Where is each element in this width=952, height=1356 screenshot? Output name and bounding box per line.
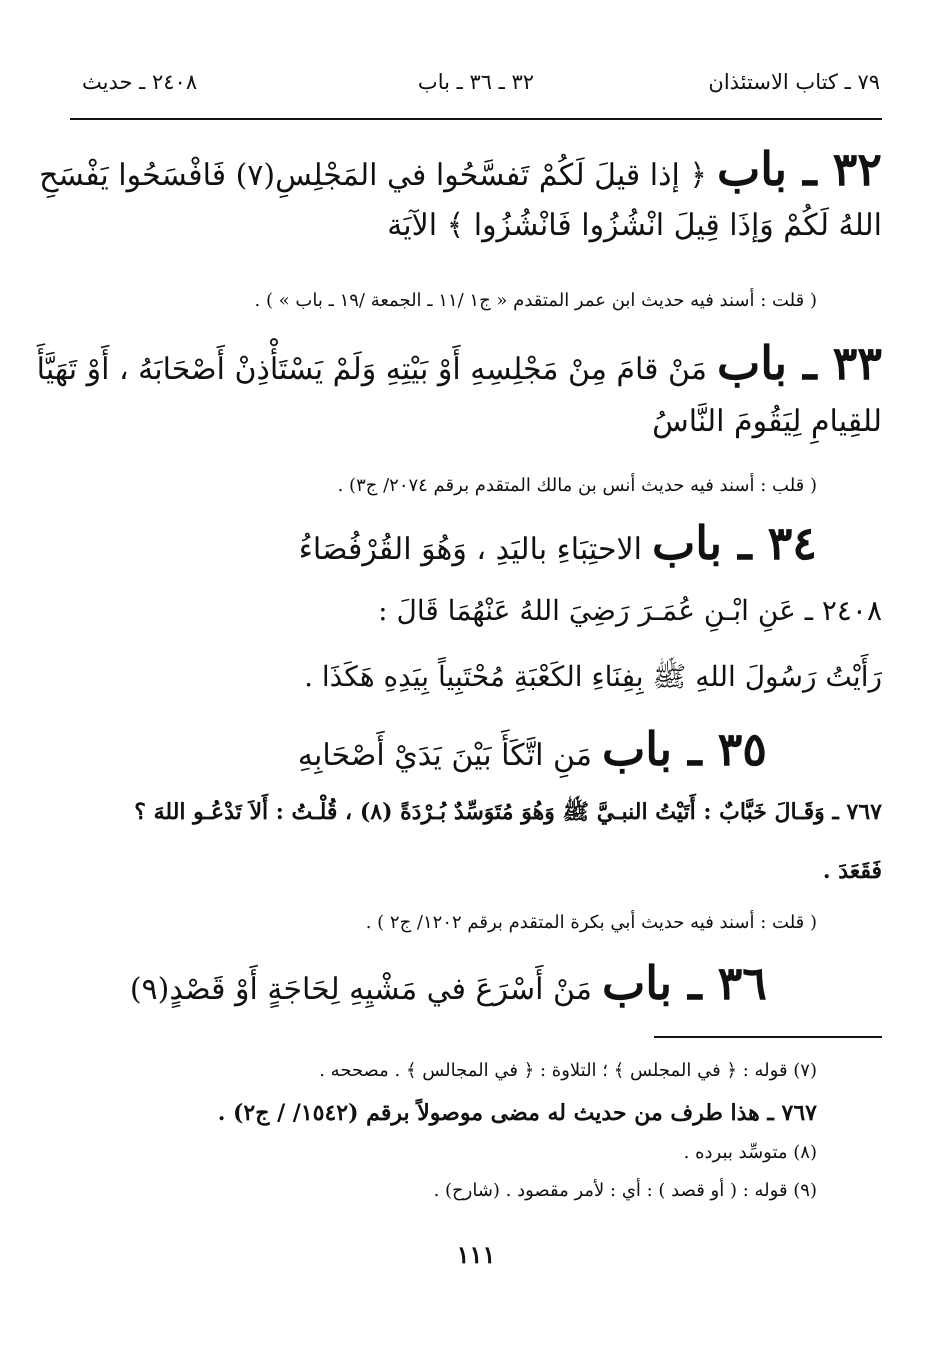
bab-36-heading: ٣٦ ـ باب — [601, 956, 767, 1010]
header-hadith-number: ٢٤٠٨ ـ حديث — [82, 70, 198, 94]
bab-33-title: مَنْ قامَ مِنْ مَجْلِسِهِ أَوْ بَيْتِهِ وَلَمْ يَسْتَأْذِنْ أَصْحَابَهُ ، أَوْ تَهَيَّأَ — [36, 352, 707, 387]
bab-33-line-1 — [36, 336, 882, 390]
bab-32-heading: ٣٢ ـ باب — [716, 142, 882, 196]
bab-32-note: ( قلت : أسند فيه حديث ابن عمر المتقدم « ج١ /١١ ـ الجمعة /١٩ ـ باب » ) . — [254, 290, 817, 311]
page-number: ١١١ — [456, 1240, 496, 1269]
bab-35-title: مَنِ اتَّكَأَ بَيْنَ يَدَيْ أَصْحَابِهِ — [297, 738, 592, 773]
hadith-2408-line-1: ٢٤٠٨ ـ عَنِ ابْـنِ عُمَـرَ رَضِيَ اللهُ عَنْهُمَا قَالَ : — [378, 594, 882, 627]
bab-33-note: ( قلب : أسند فيه حديث أنس بن مالك المتقدم برقم ٢٠٧٤/ ج٣) . — [337, 475, 817, 496]
footnote-767: ٧٦٧ ـ هذا طرف من حديث له مضى موصولاً برقم (١٥٤٢/ / ج٢) . — [217, 1100, 817, 1126]
footnote-rule — [654, 1036, 882, 1038]
footnote-7: (٧) قوله : ﴿ في المجلس ﴾ ؛ التلاوة : ﴿ في المجالس ﴾ . مصححه . — [319, 1060, 817, 1081]
bab-36-line — [67, 956, 767, 1010]
bab-33-heading: ٣٣ ـ باب — [716, 336, 882, 390]
bab-34-title: الاحتِبَاءِ باليَدِ ، وَهُوَ القُرْفُصَاءُ — [298, 532, 642, 567]
hadith-767-line-1: ٧٦٧ ـ وَقَـالَ خَبَّابٌ : أَتَيْتُ النبـيَّ ﷺ وَهُوَ مُتَوَسِّدٌ بُـرْدَةً (٨) ، قُلْـتُ : أَلاَ تَدْعُـو اللهَ ؟ — [134, 799, 882, 825]
bab-32-title: ﴿ إذا قيلَ لَكُمْ تَفسَّحُوا في المَجْلِسِ(٧) فَافْسَحُوا يَفْسَحِ — [39, 158, 707, 193]
footnote-9: (٩) قوله : ( أو قصد ) : أي : لأمر مقصود . (شارح) . — [433, 1180, 817, 1201]
bab-33-line-2: للقِيامِ لِيَقُومَ النَّاسُ — [652, 404, 882, 439]
bab-35-note: ( قلت : أسند فيه حديث أبي بكرة المتقدم برقم ١٢٠٢/ ج٢ ) . — [365, 912, 817, 933]
header-book-title: ٧٩ ـ كتاب الاستئذان — [708, 70, 880, 94]
header-rule — [70, 118, 882, 120]
bab-34-heading: ٣٤ ـ باب — [651, 516, 817, 570]
hadith-767-line-2: فَقَعَدَ . — [822, 858, 882, 884]
bab-34-line — [57, 516, 817, 570]
hadith-2408-line-2: رَأَيْتُ رَسُولَ اللهِ ﷺ بِفِنَاءِ الكَعْبَةِ مُحْتَبِياً بِيَدِهِ هَكَذَا . — [304, 660, 882, 693]
bab-35-heading: ٣٥ ـ باب — [601, 722, 767, 776]
footnote-8: (٨) متوسِّد ببرده . — [683, 1142, 817, 1163]
header-chapter-range: ٣٢ ـ ٣٦ ـ باب — [417, 70, 535, 94]
bab-32-line-2: اللهُ لَكُمْ وَإذَا قِيلَ انْشُزُوا فَانْشُزُوا ﴾ الآيَة — [387, 208, 882, 243]
bab-32-line-1 — [39, 142, 882, 196]
bab-36-title: مَنْ أَسْرَعَ في مَشْيِهِ لِحَاجَةٍ أَوْ قَصْدٍ(٩) — [129, 972, 592, 1007]
bab-35-line — [67, 722, 767, 776]
